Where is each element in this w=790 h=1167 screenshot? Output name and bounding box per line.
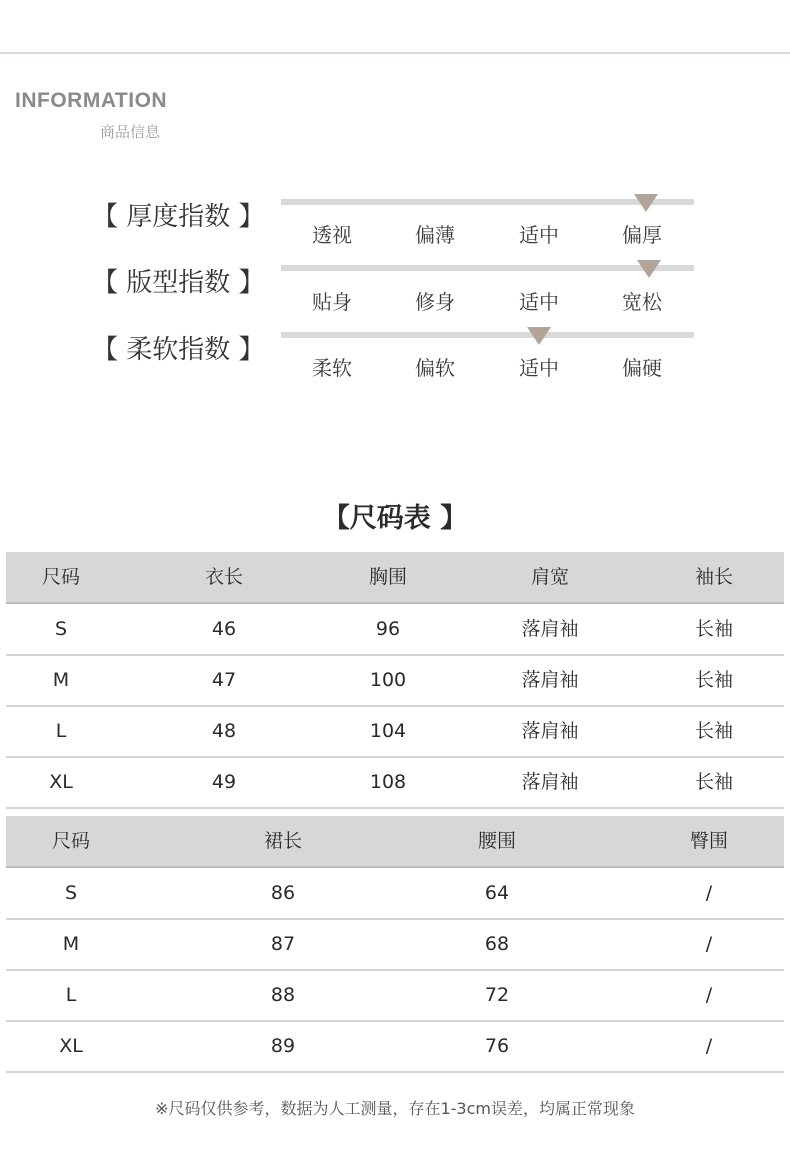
table-cell: 104 (369, 720, 407, 742)
column-header: 尺码 (41, 566, 80, 588)
table-row (6, 970, 784, 1022)
table-cell: 100 (369, 669, 407, 691)
fit-index-bar (281, 265, 694, 271)
table-cell: 89 (270, 1035, 296, 1057)
table-row (6, 919, 784, 971)
fit-option: 贴身 (312, 290, 352, 314)
table-cell: 72 (484, 984, 510, 1006)
thickness-option: 适中 (519, 223, 559, 247)
table-cell: 46 (211, 618, 237, 640)
table-cell: 76 (484, 1035, 510, 1057)
column-header: 腰围 (477, 830, 516, 852)
softness-index-bar (281, 332, 694, 338)
top-divider (0, 52, 790, 54)
table-cell: 88 (270, 984, 296, 1006)
section-title-cn: 商品信息 (100, 123, 161, 141)
column-header: 胸围 (368, 566, 407, 588)
softness-selected-marker-icon (527, 327, 551, 345)
table-cell: 96 (375, 618, 401, 640)
thickness-selected-marker-icon (634, 194, 658, 212)
softness-index-label: 【 柔软指数 】 (92, 335, 265, 365)
size-disclaimer-note: ※尺码仅供参考，数据为人工测量，存在1-3cm误差，均属正常现象 (155, 1099, 635, 1118)
fit-index-label: 【 版型指数 】 (92, 268, 265, 298)
table-cell: 落肩袖 (521, 618, 579, 640)
table-cell: L (65, 984, 77, 1006)
table-cell: 长袖 (694, 669, 733, 691)
table-cell: S (54, 618, 68, 640)
top-table-header (6, 552, 784, 604)
table-cell: 落肩袖 (521, 669, 579, 691)
table-cell: / (705, 1035, 713, 1057)
table-cell: 49 (211, 771, 237, 793)
table-row (6, 757, 784, 809)
table-row (6, 655, 784, 707)
table-cell: / (705, 933, 713, 955)
table-cell: 48 (211, 720, 237, 742)
table-cell: S (64, 882, 78, 904)
column-header: 臀围 (689, 830, 728, 852)
table-cell: L (55, 720, 67, 742)
softness-option: 适中 (519, 356, 559, 380)
column-header: 尺码 (51, 830, 90, 852)
fit-option: 适中 (519, 290, 559, 314)
fit-option: 宽松 (622, 290, 662, 314)
fit-option: 修身 (415, 290, 455, 314)
table-cell: 47 (211, 669, 237, 691)
table-row (6, 868, 784, 920)
table-cell: 87 (270, 933, 296, 955)
bottom-table-header (6, 816, 784, 868)
table-row (6, 706, 784, 758)
table-cell: 68 (484, 933, 510, 955)
table-cell: 长袖 (694, 771, 733, 793)
table-cell: 64 (484, 882, 510, 904)
column-header: 袖长 (694, 566, 733, 588)
table-cell: XL (59, 1035, 83, 1057)
table-cell: / (705, 984, 713, 1006)
table-cell: 长袖 (694, 720, 733, 742)
table-cell: 落肩袖 (521, 771, 579, 793)
column-header: 裙长 (263, 830, 302, 852)
softness-option: 柔软 (312, 356, 352, 380)
column-header: 肩宽 (530, 566, 569, 588)
thickness-index-label: 【 厚度指数 】 (92, 202, 265, 232)
thickness-index-bar (281, 199, 694, 205)
table-row (6, 604, 784, 656)
thickness-option: 透视 (312, 223, 352, 247)
section-title-en: INFORMATION (15, 89, 168, 112)
size-chart-title: 【尺码表 】 (322, 503, 468, 534)
table-cell: 86 (270, 882, 296, 904)
column-header: 衣长 (204, 566, 243, 588)
table-cell: / (705, 882, 713, 904)
table-cell: 长袖 (694, 618, 733, 640)
table-cell: XL (49, 771, 73, 793)
table-row (6, 1021, 784, 1073)
thickness-option: 偏厚 (622, 223, 662, 247)
table-cell: M (52, 669, 70, 691)
table-cell: 108 (369, 771, 407, 793)
table-cell: M (62, 933, 80, 955)
softness-option: 偏软 (415, 356, 455, 380)
softness-option: 偏硬 (622, 356, 662, 380)
table-cell: 落肩袖 (521, 720, 579, 742)
fit-selected-marker-icon (637, 260, 661, 278)
thickness-option: 偏薄 (415, 223, 455, 247)
